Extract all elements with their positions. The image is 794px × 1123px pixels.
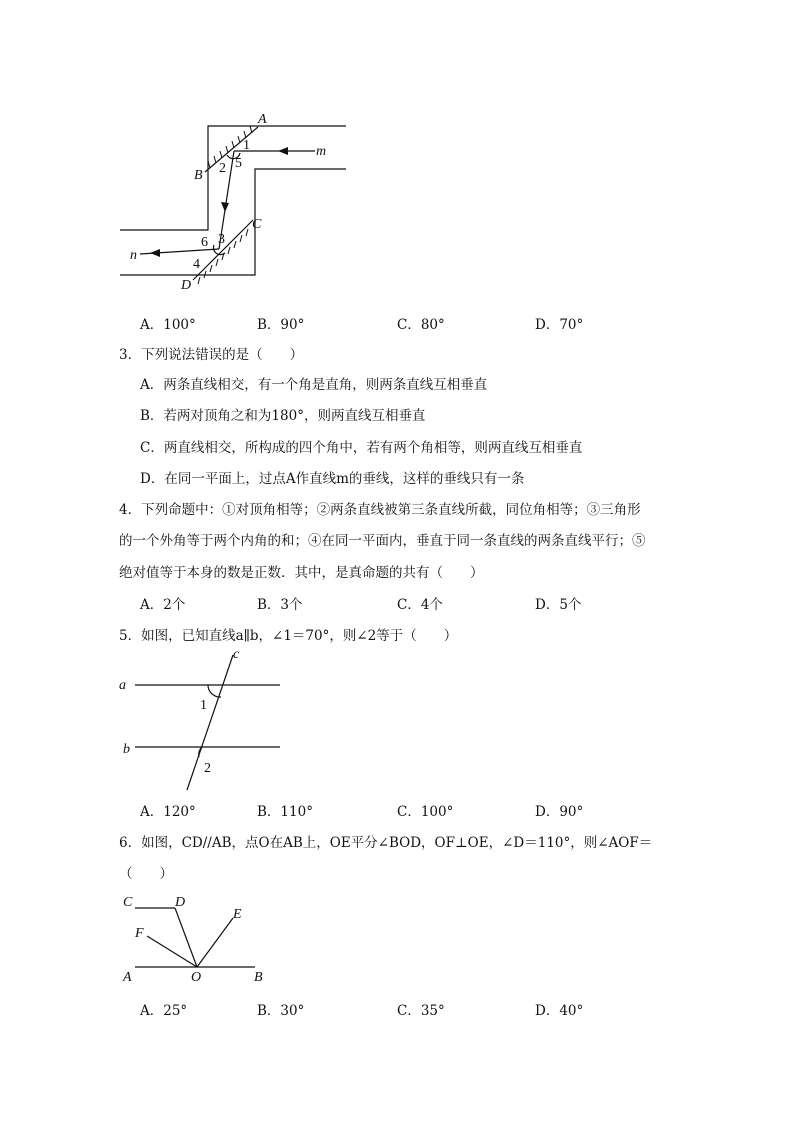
q5-option-b[interactable]: B．110° xyxy=(257,804,313,820)
label-a: a xyxy=(119,678,126,693)
label-b: b xyxy=(123,742,130,757)
label-F: F xyxy=(135,926,144,941)
label-O: O xyxy=(191,970,202,985)
angle-1: 1 xyxy=(200,698,207,713)
q4-option-b[interactable]: B．3个 xyxy=(257,597,303,613)
q3-item-c[interactable]: C．两直线相交，所构成的四个角中，若有两个角相等，则两直线互相垂直 xyxy=(140,440,583,456)
q4-option-a[interactable]: A．2个 xyxy=(140,597,186,613)
angle-3: 3 xyxy=(218,232,225,247)
q2-option-c[interactable]: C．80° xyxy=(397,317,445,333)
q6-option-c[interactable]: C．35° xyxy=(397,1003,445,1019)
label-C: C xyxy=(252,217,262,232)
label-m: m xyxy=(316,144,327,159)
q5-option-c[interactable]: C．100° xyxy=(397,804,454,820)
label-C: C xyxy=(123,895,133,910)
label-B: B xyxy=(254,970,263,985)
q3-item-a[interactable]: A．两条直线相交，有一个角是直角，则两条直线互相垂直 xyxy=(140,377,488,393)
label-D: D xyxy=(181,278,192,293)
q4-line-1: 4．下列命题中：①对顶角相等；②两条直线被第三条直线所截，同位角相等；③三角形 xyxy=(119,502,641,518)
q6-stem: 6．如图，CD//AB，点O在AB上，OE平分∠BOD，OF⊥OE，∠D＝110°，则∠AOF＝ xyxy=(119,835,653,851)
label-B: B xyxy=(194,168,203,183)
q6-option-b[interactable]: B．30° xyxy=(257,1003,305,1019)
q6-option-a[interactable]: A．25° xyxy=(140,1003,188,1019)
q3-item-d[interactable]: D．在同一平面上，过点A作直线m的垂线，这样的垂线只有一条 xyxy=(140,471,525,487)
angle-4: 4 xyxy=(193,257,200,272)
figure-angle-bisector xyxy=(115,888,285,988)
angle-2: 2 xyxy=(219,161,226,176)
q3-stem: 3．下列说法错误的是（ ） xyxy=(119,347,304,363)
angle-1: 1 xyxy=(243,138,250,153)
label-c: c xyxy=(233,647,240,662)
q5-option-a[interactable]: A．120° xyxy=(140,804,196,820)
label-D: D xyxy=(175,895,186,910)
figure-parallel-lines xyxy=(115,645,295,795)
q4-line-3: 绝对值等于本身的数是正数．其中，是真命题的共有（ ） xyxy=(119,565,484,581)
q6-option-d[interactable]: D．40° xyxy=(535,1003,584,1019)
q2-option-b[interactable]: B．90° xyxy=(257,317,305,333)
angle-6: 6 xyxy=(201,235,208,250)
q2-option-d[interactable]: D．70° xyxy=(535,317,584,333)
q3-item-b[interactable]: B．若两对顶角之和为180°，则两直线互相垂直 xyxy=(140,408,426,424)
q4-line-2: 的一个外角等于两个内角的和；④在同一平面内，垂直于同一条直线的两条直线平行；⑤ xyxy=(119,533,646,549)
angle-2: 2 xyxy=(204,761,211,776)
figure-periscope xyxy=(110,105,360,300)
q4-option-c[interactable]: C．4个 xyxy=(397,597,443,613)
label-A: A xyxy=(258,112,267,127)
q5-stem: 5．如图，已知直线a∥b，∠1＝70°，则∠2等于（ ） xyxy=(119,628,458,644)
q4-option-d[interactable]: D．5个 xyxy=(535,597,582,613)
q2-option-a[interactable]: A．100° xyxy=(140,317,196,333)
label-n: n xyxy=(130,248,137,263)
q5-option-d[interactable]: D．90° xyxy=(535,804,584,820)
angle-5: 5 xyxy=(235,156,242,171)
label-A: A xyxy=(123,970,132,985)
label-E: E xyxy=(233,907,242,922)
q6-stem-paren: （ ） xyxy=(119,866,173,882)
